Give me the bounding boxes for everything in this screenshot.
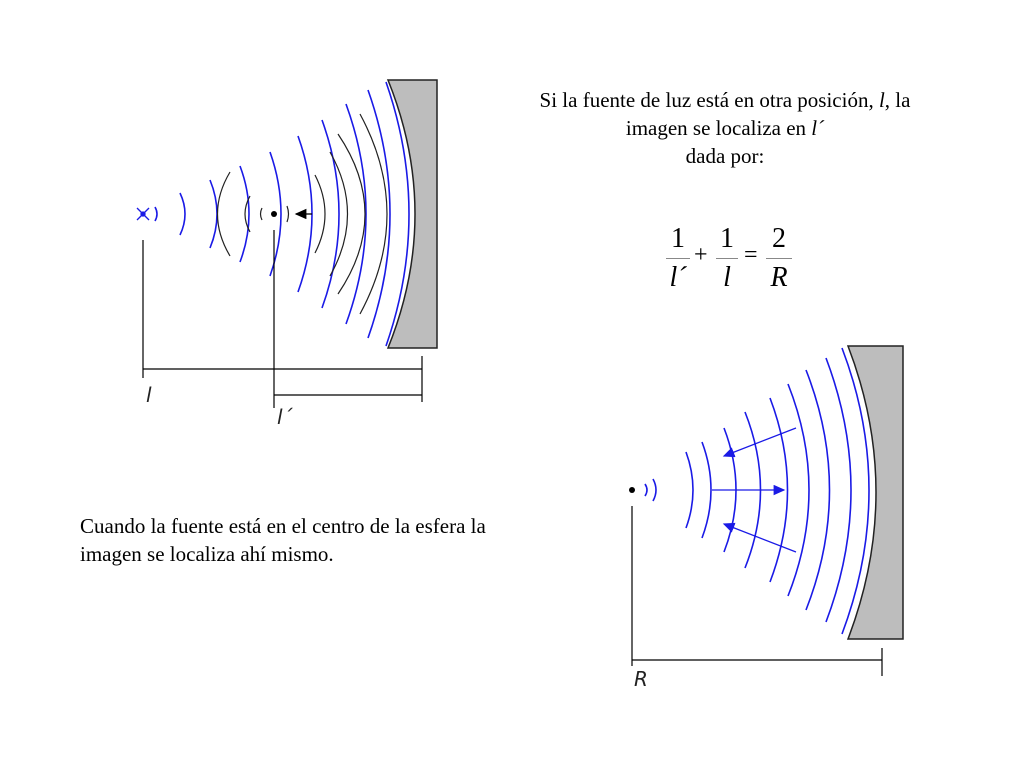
fraction-2-numerator: 1: [720, 223, 734, 254]
fraction-2-over-R: [766, 222, 792, 295]
var-l: l: [878, 88, 885, 112]
description-top-part1: Si la fuente de luz está en otra posición,: [539, 88, 879, 112]
distance-lines-1: [143, 230, 422, 408]
concave-mirror-1: [388, 80, 437, 348]
fraction-1-over-l: [716, 222, 738, 295]
equals-sign: =: [744, 242, 758, 268]
label-l: l: [146, 383, 152, 407]
description-top: [520, 86, 930, 170]
source-point-2: [629, 487, 635, 493]
light-source-icon: [137, 208, 149, 220]
label-R: R: [634, 667, 648, 691]
mirror-equation: [660, 222, 810, 302]
fraction-3-numerator: 2: [772, 223, 786, 254]
fraction-1-numerator: 1: [671, 223, 685, 254]
plus-sign: +: [694, 242, 708, 268]
description-bottom: Cuando la fuente está en el centro de la esfera la imagen se localiza ahí mismo.: [80, 514, 486, 566]
distance-lines-2: [632, 506, 882, 676]
image-point: [271, 211, 277, 217]
fraction-1-denominator: l´: [669, 262, 687, 293]
wavefronts-2: [645, 348, 869, 634]
description-top-part3: dada por:: [685, 144, 765, 168]
label-l-prime: l´: [277, 405, 293, 429]
outgoing-wavefronts-1: [155, 82, 409, 346]
fraction-2-denominator: l: [723, 262, 731, 293]
fraction-3-denominator: R: [770, 262, 788, 293]
description-top-part2: , la imagen se localiza en: [625, 88, 911, 140]
fraction-1-over-l-prime: [666, 222, 690, 295]
mirror-diagram-2: [629, 346, 903, 691]
mirror-diagram-1: [137, 80, 437, 429]
var-l-prime: l´: [811, 116, 825, 140]
